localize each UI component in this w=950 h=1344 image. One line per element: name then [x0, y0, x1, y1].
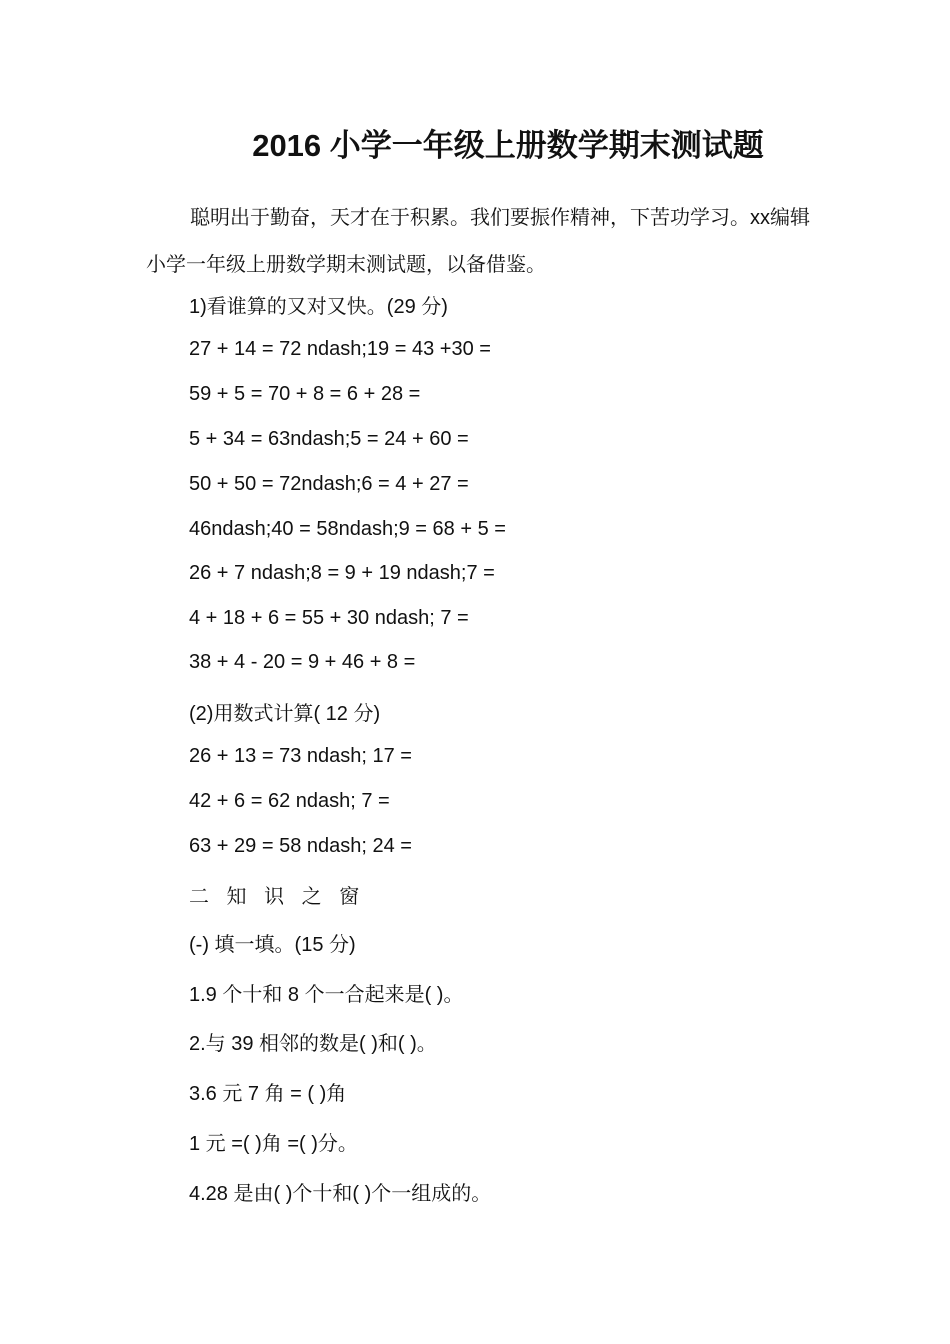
document-title: 2016 小学一年级上册数学期末测试题 [252, 128, 764, 163]
exercise-line: 46ndash;40 = 58ndash;9 = 68 + 5 = [189, 518, 506, 540]
section-1-heading: 1)看谁算的又对又快。(29 分) [189, 296, 448, 318]
exercise-line: 59 + 5 = 70 + 8 = 6 + 28 = [189, 383, 421, 405]
section-2-heading: (2)用数式计算( 12 分) [189, 703, 381, 725]
exercise-line: 63 + 29 = 58 ndash; 24 = [189, 835, 412, 857]
intro-paragraph: 聪明出于勤奋，天才在于积累。我们要振作精神，下苦功学习。xx编辑小学一年级上册数学期末测试题，以备借鉴。 [146, 207, 810, 276]
question-line: 1 元 =( )角 =( )分。 [189, 1133, 358, 1155]
fill-in-heading: (-) 填一填。(15 分) [189, 934, 356, 956]
question-line: 3.6 元 7 角 = ( )角 [189, 1083, 347, 1105]
exercise-line: 38 + 4 - 20 = 9 + 46 + 8 = [189, 651, 416, 673]
exercise-line: 5 + 34 = 63ndash;5 = 24 + 60 = [189, 428, 469, 450]
part-2-heading: 二 知 识 之 窗 [189, 886, 366, 908]
question-line: 1.9 个十和 8 个一合起来是( )。 [189, 984, 464, 1006]
question-line: 2.与 39 相邻的数是( )和( )。 [189, 1033, 437, 1055]
exercise-line: 27 + 14 = 72 ndash;19 = 43 +30 = [189, 338, 491, 360]
exercise-line: 26 + 13 = 73 ndash; 17 = [189, 745, 412, 767]
exercise-line: 42 + 6 = 62 ndash; 7 = [189, 790, 390, 812]
question-line: 4.28 是由( )个十和( )个一组成的。 [189, 1183, 492, 1205]
exercise-line: 50 + 50 = 72ndash;6 = 4 + 27 = [189, 473, 469, 495]
exercise-line: 4 + 18 + 6 = 55 + 30 ndash; 7 = [189, 607, 469, 629]
exercise-line: 26 + 7 ndash;8 = 9 + 19 ndash;7 = [189, 562, 495, 584]
